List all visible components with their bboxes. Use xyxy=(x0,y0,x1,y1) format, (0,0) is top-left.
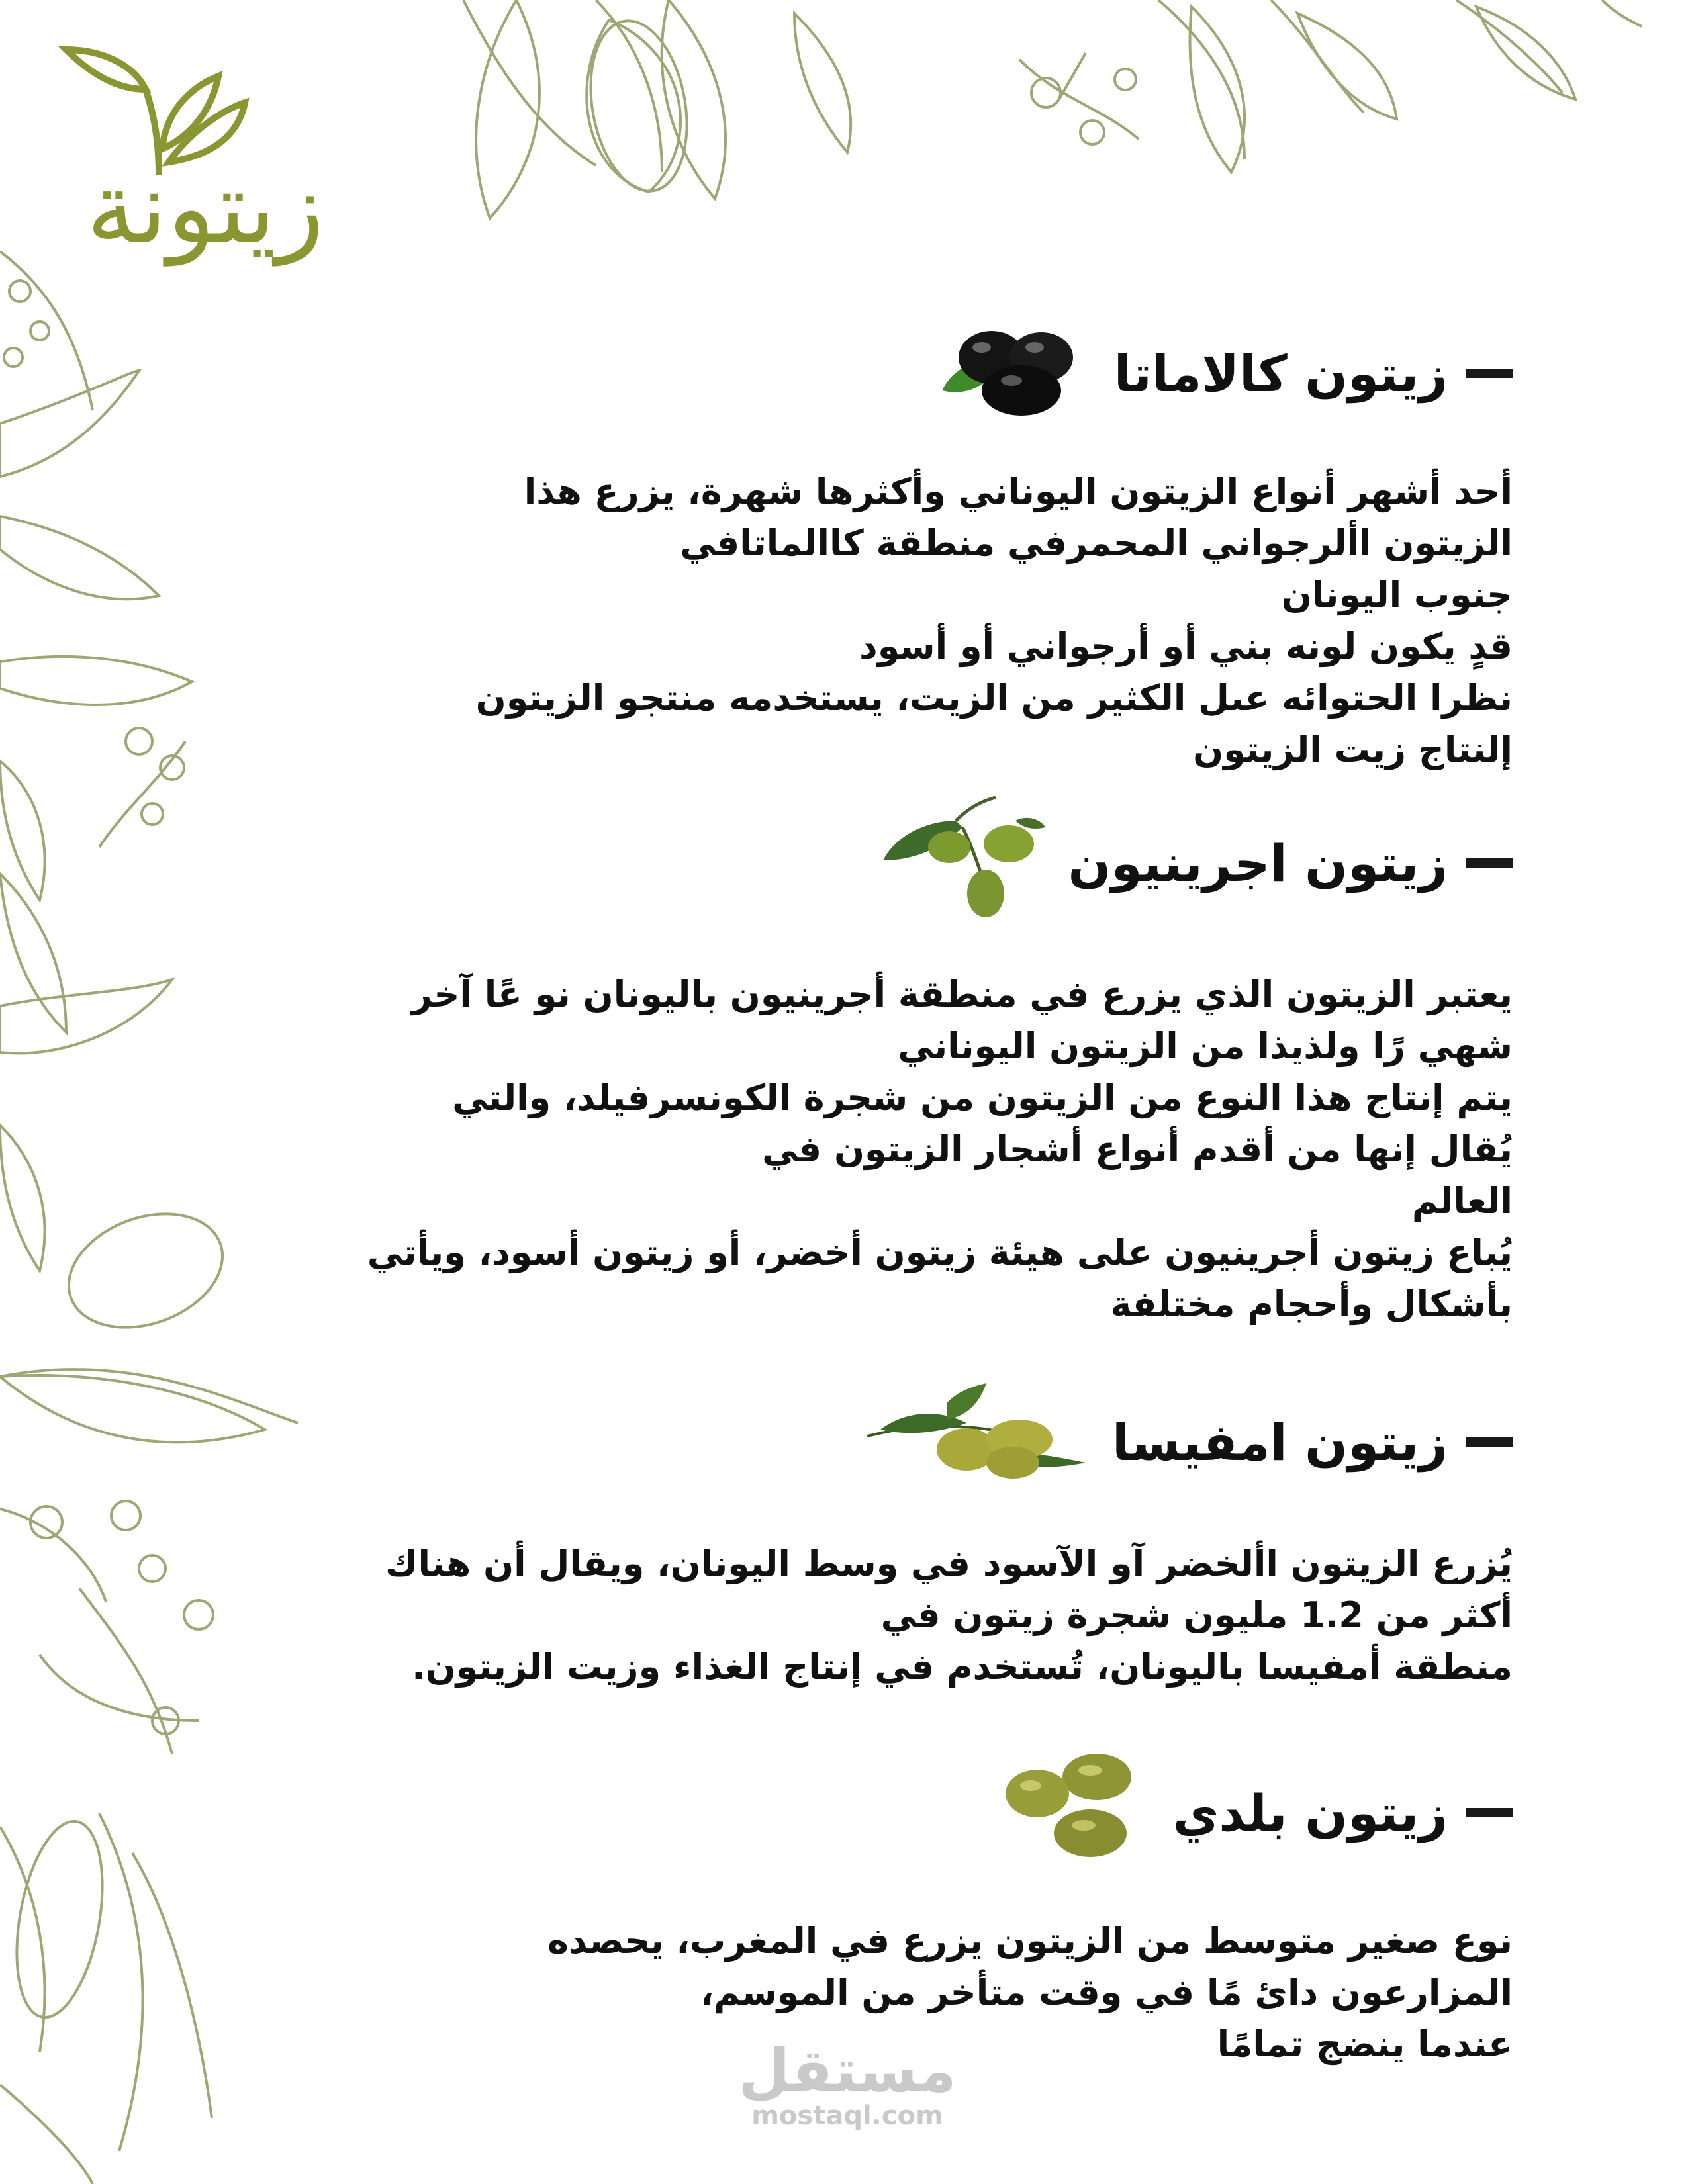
body-line: منطقة أمفيسا باليونان، تُستخدم في إنتاج الغذاء وزيت الزيتون. xyxy=(412,1646,1513,1688)
heading-dash xyxy=(1466,1437,1513,1447)
body-line: شهي رًا ولذيذا من الزيتون اليوناني xyxy=(898,1025,1513,1067)
heading-dash xyxy=(1466,1808,1513,1817)
baladi-olives-icon xyxy=(994,1747,1153,1878)
section-amfissa xyxy=(385,1383,1513,1693)
watermark-arabic: مستقل xyxy=(738,2036,957,2106)
section-heading xyxy=(385,1383,1513,1501)
section-title: زيتون كالاماتا xyxy=(1113,343,1448,403)
section-agrinion xyxy=(367,794,1513,1330)
body-line: المزارعون دائ مًا في وقت متأخر من الموسم، xyxy=(700,1972,1513,2013)
body-line: نظرا الحتوائه عىل الكثير من الزيت، يستخدمه منتجو الزيتون xyxy=(475,677,1513,719)
body-line: العالم xyxy=(1411,1180,1513,1222)
watermark xyxy=(728,2036,966,2131)
brand-logo xyxy=(26,36,384,266)
heading-dash xyxy=(1466,858,1513,868)
body-line: يعتبر الزيتون الذي يزرع في منطقة أجرينيون باليونان نو عًا آخر xyxy=(411,974,1513,1015)
section-body xyxy=(476,466,1513,776)
body-line: أكثر من 1.2 مليون شجرة زيتون في xyxy=(880,1594,1513,1636)
yellow-green-olives-icon xyxy=(867,1383,1092,1501)
section-body xyxy=(547,1915,1513,2070)
section-title: زيتون بلدي xyxy=(1172,1783,1448,1843)
body-line: يتم إنتاج هذا النوع من الزيتون من شجرة الكونسرفيلد، والتي xyxy=(452,1077,1513,1118)
body-line: يُقال إنها من أقدم أنواع أشجار الزيتون في xyxy=(762,1128,1513,1170)
heading-dash xyxy=(1466,369,1513,378)
body-line: قدٍ يكون لونه بني أو أرجواني أو أسود xyxy=(859,625,1513,667)
body-line: جنوب اليونان xyxy=(1281,574,1513,615)
section-baladi xyxy=(547,1747,1513,2070)
body-line: أحد أشهر أنواع الزيتون اليوناني وأكثرها شهرة، يزرع هذا xyxy=(524,471,1513,512)
section-body xyxy=(367,969,1513,1330)
body-line: يُزرع الزيتون األخضر آو الآسود في وسط اليونان، ويقال أن هناك xyxy=(385,1543,1513,1584)
section-heading xyxy=(367,794,1513,932)
body-line: يُباع زيتون أجرينيون على هيئة زيتون أخضر، أو زيتون أسود، ويأتي xyxy=(367,1232,1513,1273)
section-kalamata xyxy=(476,318,1513,776)
section-title: زيتون اجرينيون xyxy=(1068,833,1448,893)
body-line: بأشكال وأحجام مختلفة xyxy=(1110,1283,1513,1325)
green-olive-branch-icon xyxy=(876,794,1049,932)
watermark-latin: mostaql.com xyxy=(751,2101,943,2131)
body-line: الزيتون األرجواني المحمرفي منطقة كاالماتافي xyxy=(680,522,1513,564)
body-line: نوع صغير متوسط من الزيتون يزرع في المغرب، يحصده xyxy=(547,1920,1513,1962)
body-line: إلنتاج زيت الزيتون xyxy=(1193,729,1513,770)
section-heading xyxy=(547,1747,1513,1878)
section-title: زيتون امفيسا xyxy=(1112,1412,1448,1472)
body-line: عندما ينضج تمامًا xyxy=(1217,2023,1513,2065)
section-body xyxy=(385,1538,1513,1693)
black-olives-icon xyxy=(929,318,1094,429)
brand-name: زيتونة xyxy=(86,151,324,266)
section-heading xyxy=(476,318,1513,429)
